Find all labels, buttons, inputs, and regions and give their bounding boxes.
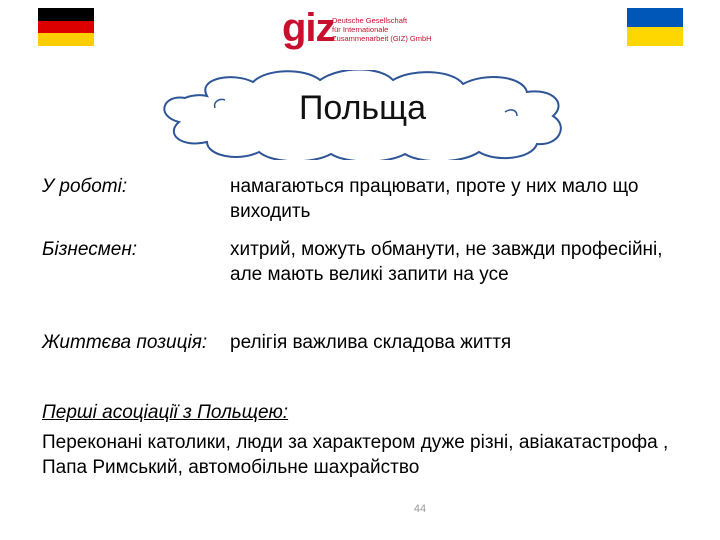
value-life-position: релігія важлива складова життя	[230, 332, 512, 353]
value-businessman: хитрий, можуть обманути, не завжди професійні, але мають великі запити на усе	[230, 239, 663, 285]
giz-logo	[282, 6, 442, 50]
logo-org-name: Deutsche Gesellschaft für Internationale Zusammenarbeit (GIZ) GmbH	[332, 16, 432, 43]
flag-stripe-blue	[627, 8, 683, 27]
germany-flag-icon	[38, 8, 94, 46]
logo-mark-text: giz	[282, 6, 335, 50]
page-number: 44	[413, 503, 427, 515]
logo-mark	[282, 4, 335, 52]
label-businessman: Бізнесмен:	[42, 239, 138, 260]
ukraine-flag-icon	[627, 8, 683, 46]
flag-stripe-yellow	[627, 27, 683, 46]
label-work: У роботі:	[42, 176, 128, 197]
flag-stripe-red	[38, 21, 94, 33]
flag-stripe-black	[38, 8, 94, 21]
associations-heading: Перші асоціації з Польщею:	[42, 402, 289, 423]
page-title: Польща	[298, 89, 427, 127]
value-work: намагаються працювати, проте у них мало що виходить	[230, 176, 639, 222]
associations-text: Переконані католики, люди за характером дуже різні, авіакатастрофа , Папа Римський, автомобільне шахрайство	[42, 432, 669, 478]
flag-stripe-gold	[38, 33, 94, 46]
label-life-position: Життєва позиція:	[42, 332, 208, 353]
